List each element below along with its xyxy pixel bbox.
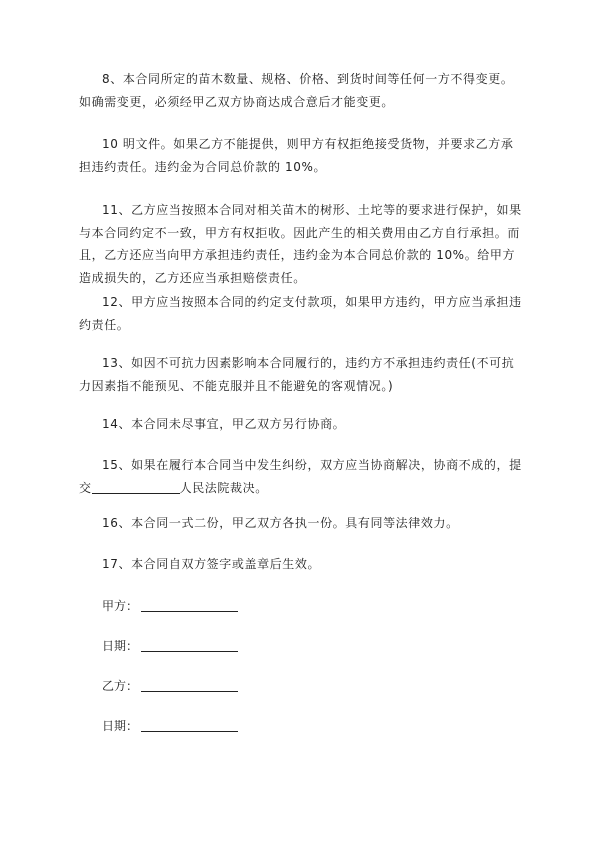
party-b-label: 乙方： xyxy=(102,679,139,693)
clause-17: 17、本合同自双方签字或盖章后生效。 xyxy=(102,557,321,571)
court-name-blank[interactable] xyxy=(92,481,180,494)
party-b-blank[interactable] xyxy=(141,679,238,692)
clause-12: 12、甲方应当按照本合同的约定支付款项，如果甲方违约，甲方应当承担违约责任。 xyxy=(79,295,522,332)
clause-10: 10 明文件。如果乙方不能提供，则甲方有权拒绝接受货物，并要求乙方承担违约责任。违约金为合同总价款的 10%。 xyxy=(79,137,514,174)
clause-16: 16、本合同一式二份，甲乙双方各执一份。具有同等法律效力。 xyxy=(102,516,459,530)
clause-8: 8、本合同所定的苗木数量、规格、价格、到货时间等任何一方不得变更。如确需变更，必须经甲乙双方协商达成合意后才能变更。 xyxy=(79,72,514,109)
clause-15 xyxy=(79,454,525,499)
date-b-line xyxy=(102,718,238,734)
date-a-label: 日期： xyxy=(102,639,139,653)
clause-14: 14、本合同未尽事宜，甲乙双方另行协商。 xyxy=(102,417,346,431)
date-a-blank[interactable] xyxy=(141,639,238,652)
clause-13: 13、如因不可抗力因素影响本合同履行的，违约方不承担违约责任(不可抗力因素指不能预见、不能克服并且不能避免的客观情况。) xyxy=(79,356,515,393)
date-b-blank[interactable] xyxy=(141,719,238,732)
clause-11: 11、乙方应当按照本合同对相关苗木的树形、土坨等的要求进行保护，如果与本合同约定不一致，甲方有权拒收。因此产生的相关费用由乙方自行承担。而且，乙方还应当向甲方承担违约责任，违约金为本合同总价款的 10%。给甲方造成损失的，乙方还应当承担赔偿责任。 xyxy=(79,203,522,285)
clause-15-court xyxy=(92,481,268,495)
party-a-label: 甲方： xyxy=(102,599,139,613)
clause-15-text: 15、如果在履行本合同当中发生纠纷，双方应当协商解决，协商不成的，提交 xyxy=(79,458,522,495)
clause-15-end: 人民法院裁决。 xyxy=(179,480,268,495)
party-a-line xyxy=(102,598,238,614)
party-b-line xyxy=(102,678,238,694)
date-a-line xyxy=(102,638,238,654)
party-a-blank[interactable] xyxy=(141,599,238,612)
date-b-label: 日期： xyxy=(102,719,139,733)
